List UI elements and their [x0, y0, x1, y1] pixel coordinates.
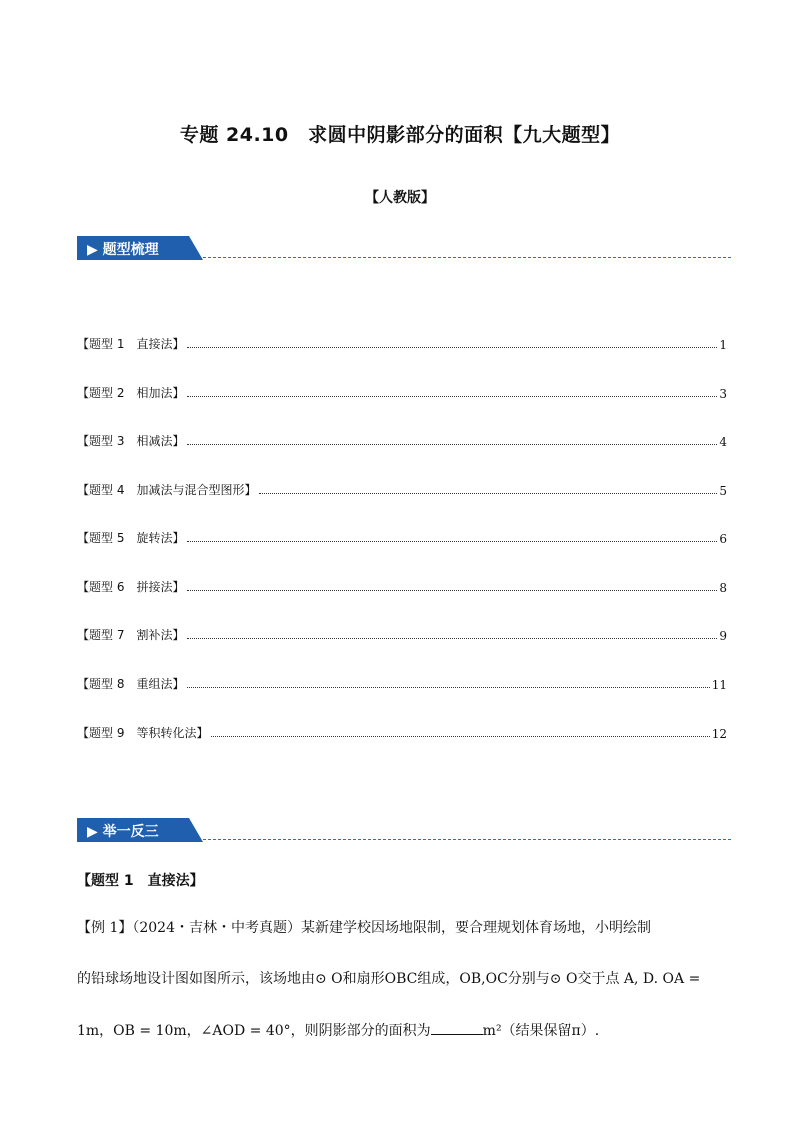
section-divider: [203, 839, 731, 840]
toc-leader-dots: [211, 736, 709, 737]
toc-item[interactable]: [77, 672, 727, 692]
toc-item-page: 3: [719, 387, 727, 401]
toc-item-page: 4: [719, 435, 727, 449]
toc-leader-dots: [187, 444, 717, 445]
section-examples-label: ▶ 举一反三: [87, 824, 159, 840]
toc-item-label: 【题型 1 直接法】: [77, 337, 185, 351]
section-divider: [203, 257, 731, 258]
toc-item-label: 【题型 9 等积转化法】: [77, 726, 209, 740]
toc-leader-dots: [187, 347, 717, 348]
section-tab: [77, 236, 203, 260]
toc-item-page: 8: [719, 581, 727, 595]
toc-item[interactable]: [77, 526, 727, 546]
toc-item-page: 6: [719, 532, 727, 546]
example-line-3-text: 1m，OB = 10m，∠AOD = 40°，则阴影部分的面积为: [77, 1023, 431, 1039]
topic-heading: 【题型 1 直接法】: [77, 873, 204, 889]
toc-leader-dots: [259, 493, 717, 494]
section-header-examples: [77, 818, 731, 842]
toc-item[interactable]: [77, 381, 727, 401]
example-line-1: 【例 1】（2024・吉林・中考真题）某新建学校因场地限制，要合理规划体育场地，小明绘制: [77, 920, 651, 936]
toc-item-label: 【题型 7 割补法】: [77, 628, 185, 642]
toc-item[interactable]: [77, 575, 727, 595]
toc-leader-dots: [187, 541, 717, 542]
example-line-3: [77, 1020, 732, 1040]
example-line-3-end: m²（结果保留π）.: [482, 1023, 600, 1039]
toc-item-label: 【题型 3 相减法】: [77, 434, 185, 448]
toc-item-label: 【题型 8 重组法】: [77, 677, 185, 691]
section-tab: [77, 818, 203, 842]
toc-leader-dots: [187, 687, 709, 688]
toc-item-page: 1: [719, 338, 727, 352]
toc-item-page: 9: [719, 629, 727, 643]
toc-item[interactable]: [77, 478, 727, 498]
answer-blank[interactable]: [431, 1022, 483, 1035]
toc-item-label: 【题型 4 加减法与混合型图形】: [77, 483, 257, 497]
toc-item-page: 12: [711, 727, 727, 741]
toc-item-label: 【题型 6 拼接法】: [77, 580, 185, 594]
toc-item[interactable]: [77, 721, 727, 741]
toc-item-label: 【题型 5 旋转法】: [77, 531, 185, 545]
toc-leader-dots: [187, 396, 717, 397]
edition-label: 【人教版】: [365, 190, 435, 206]
example-line-2: 的铅球场地设计图如图所示，该场地由⊙ O和扇形OBC组成，OB,OC分别与⊙ O交于点 A, D. OA =: [77, 971, 701, 987]
toc-leader-dots: [187, 590, 717, 591]
page-title: 专题 24.10 求圆中阴影部分的面积【九大题型】: [179, 124, 621, 146]
section-header-outline: [77, 236, 731, 260]
toc-item[interactable]: [77, 332, 727, 352]
toc-item-page: 5: [719, 484, 727, 498]
toc-leader-dots: [187, 638, 717, 639]
toc-item-page: 11: [711, 678, 727, 692]
toc-item-label: 【题型 2 相加法】: [77, 386, 185, 400]
toc-item[interactable]: [77, 623, 727, 643]
section-outline-label: ▶ 题型梳理: [87, 242, 159, 258]
toc-item[interactable]: [77, 429, 727, 449]
